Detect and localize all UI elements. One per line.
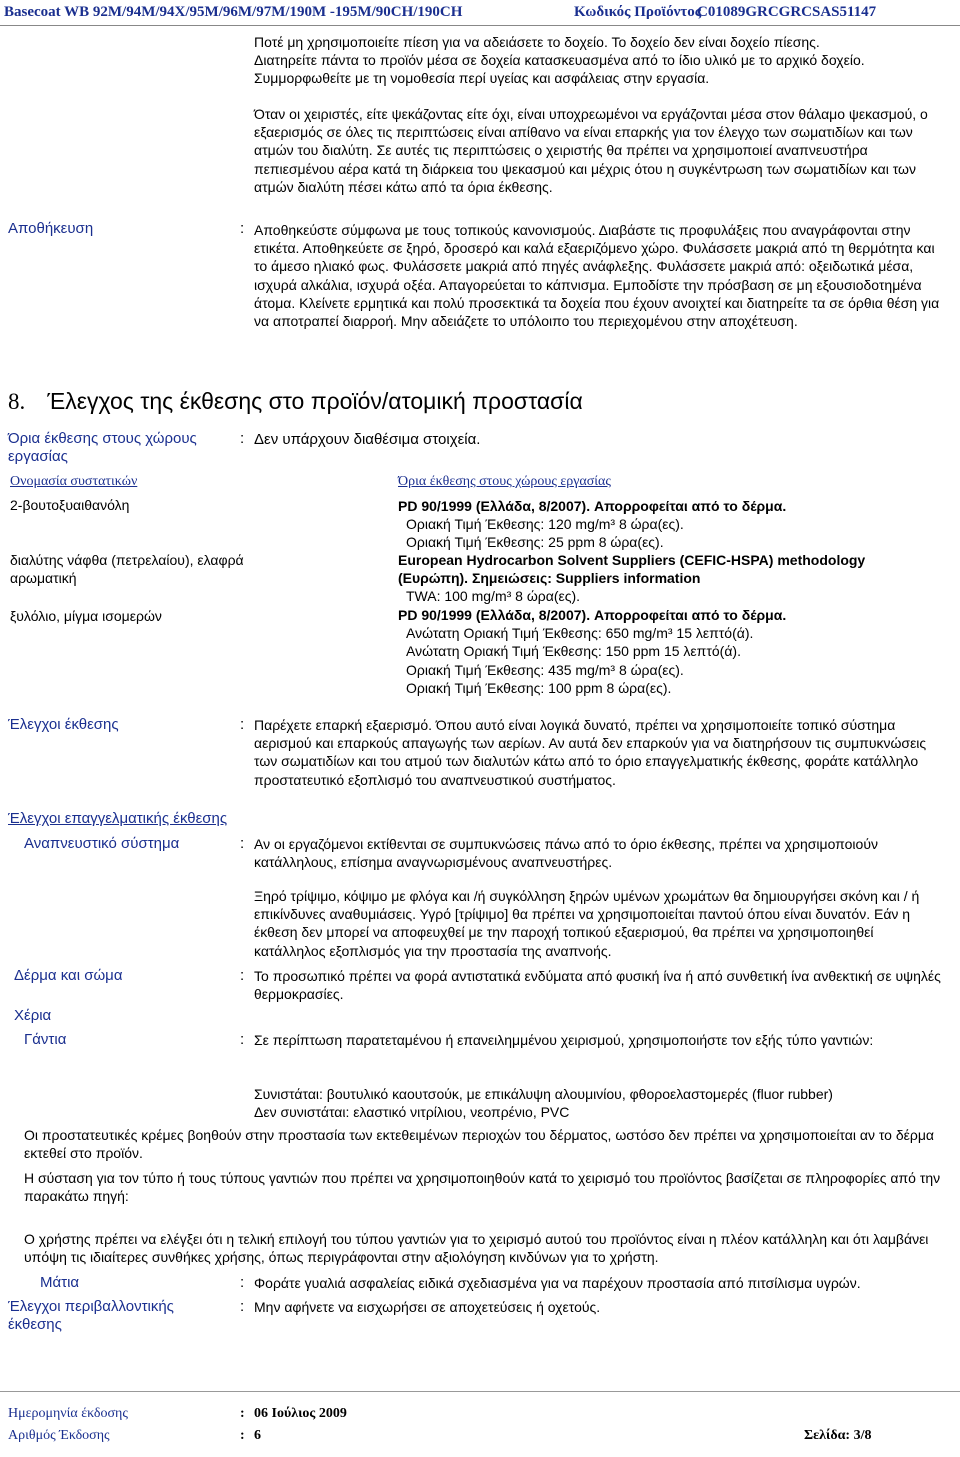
- limit-value: TWA: 100 mg/m³ 8 ώρα(ες).: [406, 588, 581, 605]
- limit-block-3: [398, 606, 938, 697]
- glove-source-note: Η σύσταση για τον τύπο ή τους τύπους γαντιών που πρέπει να χρησιμοποιηθούν κατά το χειρισμό του προϊόντος βασίζεται σε πληροφορίες από την παρακάτω πηγή:: [24, 1170, 941, 1205]
- colon: :: [240, 1274, 245, 1291]
- gloves-label: Γάντια: [24, 1031, 67, 1048]
- section-number: 8.: [8, 389, 26, 414]
- handling-line: Συμμορφωθείτε με τη νομοθεσία περί υγείας και ασφάλειας στην εργασία.: [254, 70, 710, 87]
- handling-line: Ποτέ μη χρησιμοποιείτε πίεση για να αδειάσετε το δοχείο. Το δοχείο δεν είναι δοχείο πίεσης.: [254, 34, 820, 50]
- limit-block-1: [398, 497, 938, 552]
- gloves-text: Σε περίπτωση παρατεταμένου ή επανειλημμένου χειρισμού, χρησιμοποιήστε τον εξής τύπο γαντιών:: [254, 1032, 874, 1048]
- limit-value: Ανώτατη Οριακή Τιμή Έκθεσης: 150 ppm 15 λεπτό(ά).: [406, 643, 741, 660]
- barrier-cream-note: Οι προστατευτικές κρέμες βοηθούν στην προστασία των εκτεθειμένων περιοχών του δέρματος, ωστόσο δεν πρέπει να χρησιμοποιείται αν το δέρμα εκτεθεί στο προϊόν.: [24, 1127, 934, 1162]
- handling-line: Διατηρείτε πάντα το προϊόν μέσα σε δοχεία κατασκευασμένα από το ίδιο υλικό με το αρχικό δοχείο.: [254, 52, 865, 69]
- limit-heading: European Hydrocarbon Solvent Suppliers (CEFIC-HSPA) methodology (Ευρώπη). Σημειώσεις: Suppliers information: [398, 552, 866, 587]
- limit-column-header: Όρια έκθεσης στους χώρους εργασίας: [398, 474, 611, 489]
- limit-value: Ανώτατη Οριακή Τιμή Έκθεσης: 650 mg/m³ 15 λεπτό(ά).: [406, 625, 754, 642]
- hands-label: Χέρια: [14, 1007, 52, 1024]
- gloves-recommended: Συνιστάται: βουτυλικό καουτσούκ, με επικάλυψη αλουμινίου, φθοροελαστομερές (fluor rubber): [254, 1086, 833, 1102]
- page-header: [0, 0, 960, 26]
- component-column-header: Ονομασία συστατικών: [10, 474, 138, 489]
- respiratory-text-1: Αν οι εργαζόμενοι εκτίθενται σε συμπυκνώσεις πάνω από το όριο έκθεσης, πρέπει να χρησιμοποιούν κατάλληλους, επίσημα αναγνωρισμένους αναπνευστήρες.: [254, 836, 878, 871]
- eyes-text: Φοράτε γυαλιά ασφαλείας ειδικά σχεδιασμένα για να παρέχουν προστασία από πιτσίλισμα υγρών.: [254, 1275, 861, 1291]
- issue-date-label: Ημερομηνία έκδοσης: [8, 1406, 128, 1421]
- oel-value: Δεν υπάρχουν διαθέσιμα στοιχεία.: [254, 431, 481, 448]
- limit-value: Οριακή Τιμή Έκθεσης: 100 ppm 8 ώρα(ες).: [406, 679, 672, 696]
- skin-text: Το προσωπικό πρέπει να φορά αντιστατικά ενδύματα από φυσική ίνα ή από συνθετική ίνα ανθεκτική σε υψηλές θερμοκρασίες.: [254, 968, 941, 1003]
- colon: :: [240, 1428, 245, 1443]
- limit-heading: PD 90/1999 (Ελλάδα, 8/2007). Απορροφείται από το δέρμα.: [398, 498, 787, 514]
- issue-date-value: 06 Ιούλιος 2009: [254, 1406, 347, 1421]
- page-number: Σελίδα: 3/8: [804, 1428, 872, 1443]
- section-title: [8, 387, 583, 416]
- product-code-value: C01089GRCGRCSAS51147: [697, 4, 877, 20]
- component-name: ξυλόλιο, μίγμα ισομερών: [10, 608, 162, 624]
- product-name: Basecoat WB 92M/94M/94X/95M/96M/97M/190M -195M/90CH/190CH: [4, 4, 463, 20]
- colon: :: [240, 430, 245, 447]
- handling-continued: [254, 33, 944, 88]
- limit-value: Οριακή Τιμή Έκθεσης: 435 mg/m³ 8 ώρα(ες).: [406, 661, 684, 678]
- respiratory-text-2: Ξηρό τρίψιμο, κόψιμο με φλόγα και /ή συγκόλληση ξηρών υμένων χρωμάτων θα δημιουργήσει σκόνη και / ή επικίνδυνες αναθυμιάσεις. Υγρό [τρίψιμο] θα πρέπει να χρησιμοποιείται παντού όπου είναι δυνατόν. Εάν η έκθεση δεν μπορεί να αποφευχθεί με την παροχή τοπικού εξαερισμού, θα πρέπει να χρησιμοποιηθεί κατάλληλος εξοπλισμός για την προστασία της αναπνοής.: [254, 888, 920, 959]
- colon: :: [240, 967, 245, 984]
- colon: :: [240, 1298, 245, 1315]
- oel-label: Όρια έκθεσης στους χώρους εργασίας: [8, 430, 197, 466]
- section-heading: Έλεγχος της έκθεσης στο προϊόν/ατομική προστασία: [47, 388, 583, 414]
- issue-number-value: 6: [254, 1428, 261, 1443]
- footer-divider: [0, 1391, 960, 1392]
- skin-label: Δέρμα και σώμα: [14, 967, 123, 984]
- environmental-text: Μην αφήνετε να εισχωρήσει σε αποχετεύσεις ή οχετούς.: [254, 1299, 601, 1315]
- glove-user-note: Ο χρήστης πρέπει να ελέγξει ότι η τελική επιλογή του τύπου γαντιών για το χειρισμό αυτού του προϊόντος είναι η πλέον κατάλληλη και ότι λαμβάνει υπόψη τις ιδιαίτερες συνθήκες χρήσης, όπως περιγράφονται στην αξιολόγηση κινδύνων για το χρήστη.: [24, 1231, 929, 1266]
- colon: :: [240, 716, 245, 733]
- storage-text: Αποθηκεύστε σύμφωνα με τους τοπικούς κανονισμούς. Διαβάστε τις προφυλάξεις που αναγράφονται στην ετικέτα. Αποθηκεύετε σε ξηρό, δροσερό και καλά εξαεριζόμενο χώρο. Φυλάσσετε μακριά από τη θερμότητα και το άμεσο ηλιακό φως. Φυλάσσετε μακριά από πηγές ανάφλεξης. Φυλάσσετε μακριά από: οξειδωτικά μέσα, ισχυρά αλκάλια, ισχυρά οξέα. Απαγορεύεται το κάπνισμα. Εμποδίστε την πρόσβαση σε μη εξουσιοδοτημένα άτομα. Κλείνετε ερμητικά και πολύ προσεκτικά τα δοχεία που έχουν ανοιχτεί και διατηρείτε τα σε όρθια θέση για να αποτραπεί διαρροή. Μην αδειάζετε το υπόλοιπο του περιεχομένου στην αποχέτευση.: [254, 222, 940, 330]
- controls-text: Παρέχετε επαρκή εξαερισμό. Όπου αυτό είναι λογικά δυνατό, πρέπει να χρησιμοποιείτε τοπικό σύστημα αερισμού και επαρκούς απαγωγής των αερίων. Αν αυτά δεν επαρκούν για να διατηρήσουν τις συμπυκνώσεις των σωματιδίων και του ατμού των διαλυτών κάτω από το όριο επαγγελματικής έκθεσης, φοράτε κατάλληλο προστατευτικό εξοπλισμό του αναπνευστικού συστήματος.: [254, 717, 927, 788]
- limit-value: Οριακή Τιμή Έκθεσης: 120 mg/m³ 8 ώρα(ες).: [406, 516, 684, 533]
- environmental-label: Έλεγχοι περιβαλλοντικής έκθεσης: [8, 1298, 174, 1334]
- limit-value: Οριακή Τιμή Έκθεσης: 25 ppm 8 ώρα(ες).: [406, 534, 664, 551]
- occupational-controls-heading: Έλεγχοι επαγγελματικής έκθεσης: [8, 810, 228, 827]
- colon: :: [240, 835, 245, 852]
- product-code-label: Κωδικός Προϊόντος: [574, 4, 702, 20]
- limit-heading: PD 90/1999 (Ελλάδα, 8/2007). Απορροφείται από το δέρμα.: [398, 607, 787, 623]
- component-name: διαλύτης νάφθα (πετρελαίου), ελαφρά αρωματική: [10, 552, 244, 587]
- limit-block-2: [398, 551, 938, 606]
- eyes-label: Μάτια: [40, 1274, 80, 1291]
- issue-number-label: Αριθμός Έκδοσης: [8, 1428, 110, 1443]
- storage-label: Αποθήκευση: [8, 220, 94, 237]
- colon: :: [240, 1031, 245, 1048]
- colon: :: [240, 220, 245, 237]
- gloves-not-recommended: Δεν συνιστάται: ελαστικό νιτρίλιου, νεοπρένιο, PVC: [254, 1104, 570, 1121]
- handling-paragraph: Όταν οι χειριστές, είτε ψεκάζοντας είτε όχι, είναι υποχρεωμένοι να εργάζονται μέσα στον θάλαμο ψεκασμού, ο εξαερισμός σε όλες τις περιπτώσεις είναι απίθανο να είναι επαρκής για τον έλεγχο των σωματιδίων και των ατμών του διαλύτη. Σε αυτές τις περιπτώσεις ο χειριστής θα πρέπει να χρησιμοποιεί αναπνευστήρα πεπιεσμένου αέρα κατά τη διάρκεια του ψεκασμού και μέχρις ότου η συγκέντρωση των σωματιδίων και των ατμών διαλύτη πέσει κάτω από τα όρια έκθεσης.: [254, 106, 928, 195]
- controls-label: Έλεγχοι έκθεσης: [8, 716, 119, 733]
- gloves-recommendation: [254, 1085, 944, 1121]
- respiratory-label: Αναπνευστικό σύστημα: [24, 835, 180, 852]
- colon: :: [240, 1406, 245, 1421]
- component-name: 2-βουτοξυαιθανόλη: [10, 497, 130, 513]
